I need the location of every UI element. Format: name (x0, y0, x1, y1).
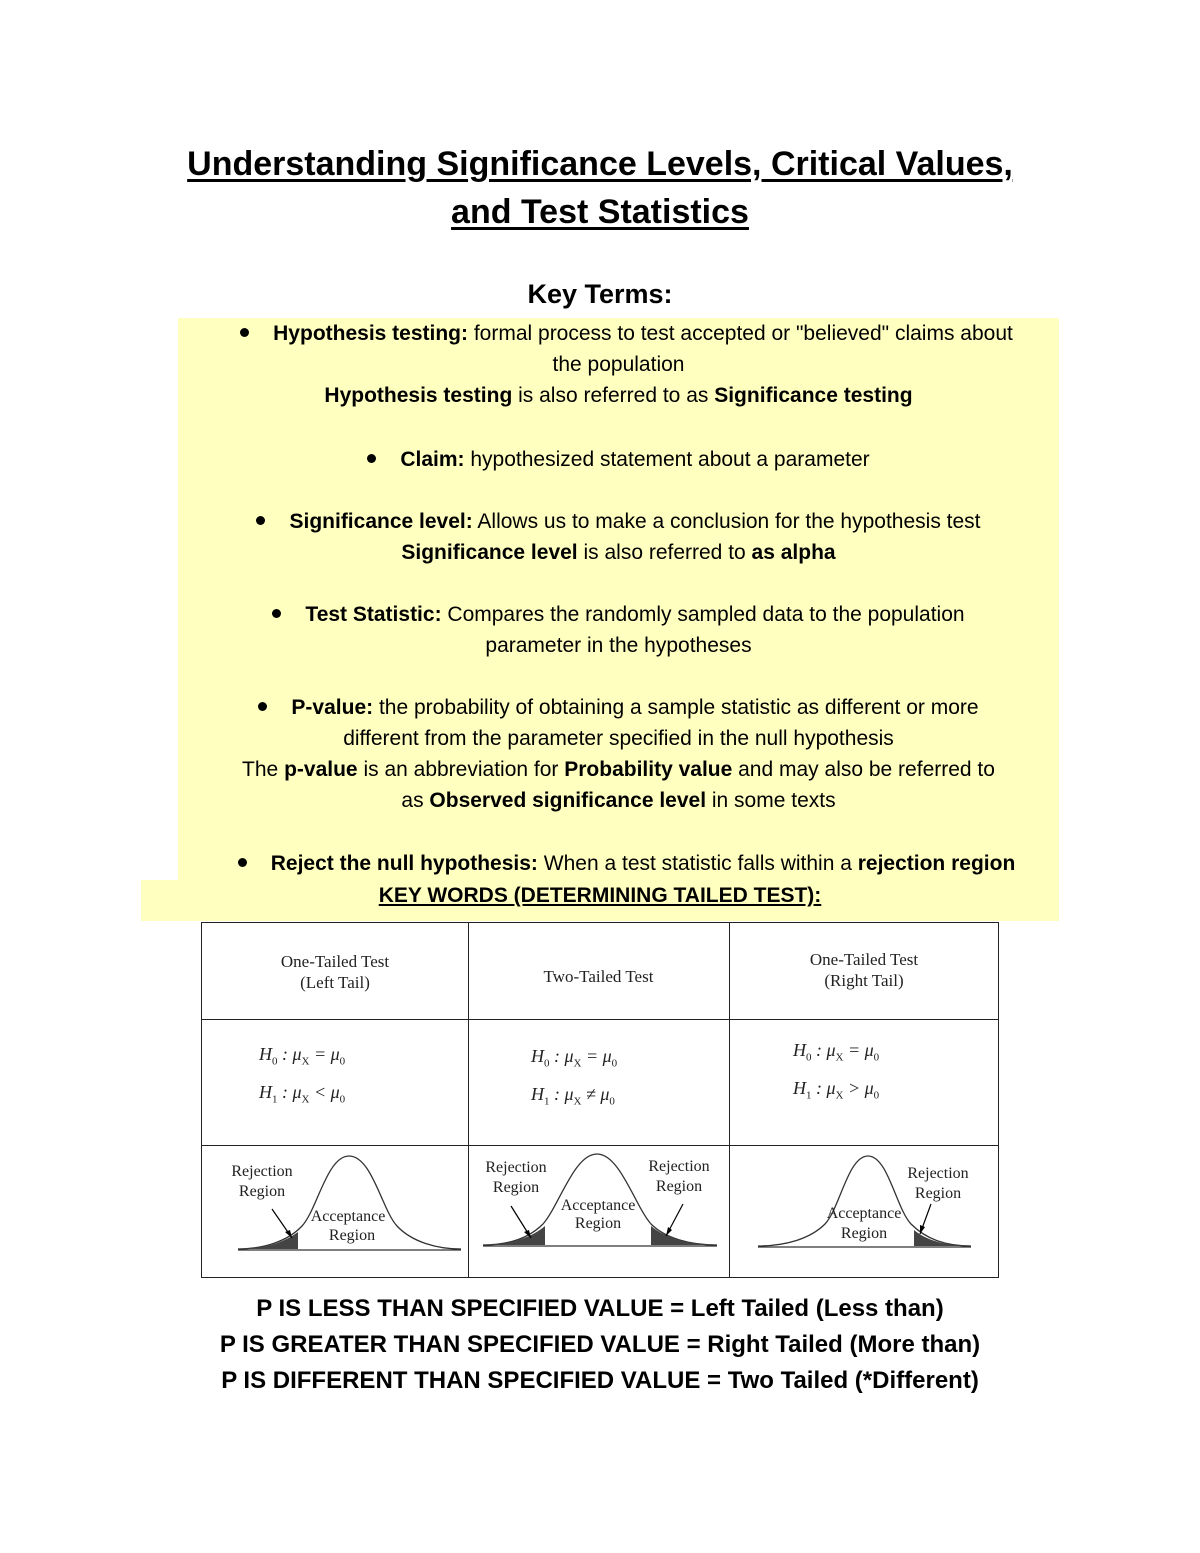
svg-text:Rejection: Rejection (648, 1158, 710, 1175)
svg-text:Rejection: Rejection (485, 1159, 547, 1176)
bullet-icon (238, 858, 247, 867)
term-claim-line: Claim: hypothesized statement about a parameter (178, 444, 1059, 475)
term-test-statistic: Test Statistic: (305, 603, 442, 626)
term-hypothesis: Hypothesis testing: (273, 322, 468, 345)
svg-text:Region: Region (574, 1215, 622, 1232)
key-words-heading: KEY WORDS (DETERMINING TAILED TEST): (378, 884, 822, 907)
alternative-hypothesis: $H_1$ : $\mu_X \ne \mu_0$ (531, 1083, 615, 1108)
two-tailed-diagram (469, 1146, 729, 1278)
term-hypothesis-note: Hypothesis testing is also referred to as Significance testing (324, 384, 913, 407)
bullet-icon (240, 328, 249, 337)
table-divider (202, 1019, 998, 1020)
svg-text:Region: Region (655, 1178, 703, 1195)
null-hypothesis: $H_0$ : $\mu_X = \mu_0$ (531, 1046, 618, 1070)
bullet-icon (256, 516, 265, 525)
key-terms-heading: Key Terms: (527, 279, 673, 309)
term-significance-line: Significance level: Allows us to make a conclusion for the hypothesis test (178, 506, 1059, 537)
left-tail-diagram (202, 1146, 468, 1278)
term-reject-line: Reject the null hypothesis: When a test statistic falls within a rejection region (186, 848, 1067, 879)
term-test-statistic-line-2: parameter in the hypotheses (485, 634, 752, 657)
bullet-icon (258, 702, 267, 711)
column-header-two-tailed: Two-Tailed Test (543, 967, 654, 986)
term-pvalue-note-1: The p-value is an abbreviation for Probability value and may also be referred to (242, 758, 995, 781)
null-hypothesis: $H_0$ : $\mu_X = \mu_0$ (259, 1044, 346, 1068)
rule-left-tailed: P IS LESS THAN SPECIFIED VALUE = Left Tailed (Less than) (256, 1295, 944, 1322)
rule-two-tailed: P IS DIFFERENT THAN SPECIFIED VALUE = Two Tailed (*Different) (221, 1367, 979, 1394)
term-pvalue-line-1: P-value: the probability of obtaining a sample statistic as different or more (178, 692, 1059, 723)
term-test-statistic-line-1: Test Statistic: Compares the randomly sampled data to the population (178, 599, 1059, 630)
term-pvalue: P-value: (291, 696, 374, 719)
rejection-region-shade (914, 1230, 971, 1246)
svg-text:Region: Region (914, 1185, 962, 1202)
title-line-1: Understanding Significance Levels, Critical Values, (187, 145, 1013, 183)
alternative-hypothesis: $H_1$ : $\mu_X < \mu_0$ (259, 1081, 346, 1106)
term-hypothesis-line-2: the population (552, 353, 685, 376)
svg-text:Acceptance: Acceptance (826, 1205, 902, 1222)
term-hypothesis-line-1: Hypothesis testing: formal process to test accepted or "believed" claims about (186, 318, 1067, 349)
alternative-hypothesis: $H_1$ : $\mu_X > \mu_0$ (793, 1077, 880, 1102)
column-header-left-tail: One-Tailed Test (Left Tail) (280, 952, 390, 992)
term-pvalue-line-2: different from the parameter specified in the null hypothesis (343, 727, 894, 750)
right-tail-diagram (730, 1146, 1000, 1278)
term-significance: Significance level: (289, 510, 473, 533)
title-line-2: and Test Statistics (451, 193, 749, 231)
hypotheses-two-tailed (531, 1041, 617, 1116)
svg-text:Rejection: Rejection (231, 1163, 293, 1180)
tailed-test-table (201, 922, 999, 1278)
rule-right-tailed: P IS GREATER THAN SPECIFIED VALUE = Right Tailed (More than) (219, 1331, 981, 1358)
null-hypothesis: $H_0$ : $\mu_X = \mu_0$ (793, 1040, 880, 1064)
page-title (0, 140, 1200, 236)
bullet-icon (272, 609, 281, 618)
rejection-region-shade (483, 1226, 545, 1245)
svg-text:Region: Region (328, 1227, 376, 1244)
svg-text:Region: Region (238, 1183, 286, 1200)
hypotheses-left-tail (259, 1039, 345, 1114)
svg-text:Acceptance: Acceptance (310, 1208, 386, 1225)
svg-text:Rejection: Rejection (907, 1165, 969, 1182)
bullet-icon (367, 454, 376, 463)
column-header-right-tail: One-Tailed Test (Right Tail) (809, 950, 919, 990)
rejection-region-shade (651, 1226, 717, 1245)
term-significance-note: Significance level is also referred to as alpha (401, 541, 836, 564)
svg-text:Region: Region (492, 1179, 540, 1196)
term-claim: Claim: (400, 448, 465, 471)
arrow-icon (666, 1227, 672, 1236)
term-pvalue-note-2: as Observed significance level in some texts (401, 789, 836, 812)
svg-text:Region: Region (840, 1225, 888, 1242)
hypotheses-right-tail (793, 1035, 879, 1110)
term-reject: Reject the null hypothesis: (270, 852, 538, 875)
svg-text:Acceptance: Acceptance (560, 1197, 636, 1214)
